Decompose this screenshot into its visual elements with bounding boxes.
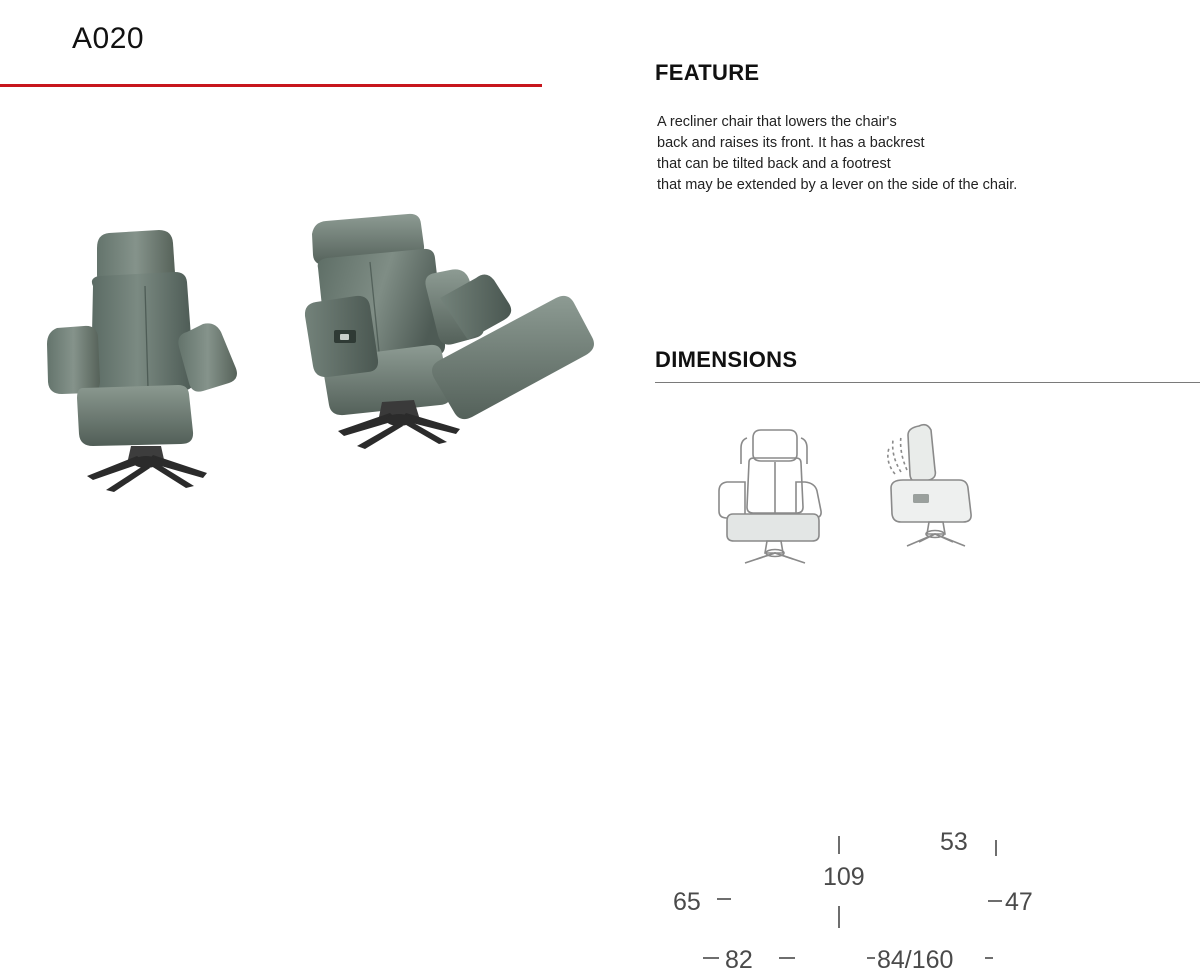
title-divider xyxy=(0,84,542,87)
dim-total-height: 109 xyxy=(823,863,865,891)
tick-total-top xyxy=(838,836,840,854)
spec-panel xyxy=(655,0,1200,974)
dimension-diagrams xyxy=(655,408,1200,974)
tick-depth-left xyxy=(867,957,875,959)
chair-reclined-image xyxy=(290,190,600,490)
tick-seat-height xyxy=(717,898,731,900)
feature-line-1: A recliner chair that lowers the chair's xyxy=(657,114,897,130)
feature-heading: FEATURE xyxy=(655,60,760,85)
tick-depth-right xyxy=(985,957,993,959)
tick-depth xyxy=(988,900,1002,902)
feature-line-3: that can be tilted back and a footrest xyxy=(657,156,891,172)
dimensions-heading: DIMENSIONS xyxy=(655,347,798,372)
tick-total-bottom xyxy=(838,906,840,928)
tick-width-left xyxy=(703,957,719,959)
chair-front-image xyxy=(35,200,280,490)
product-code: A020 xyxy=(72,22,145,55)
tick-width-right xyxy=(779,957,795,959)
feature-line-4: that may be extended by a lever on the side of the chair. xyxy=(657,177,1018,193)
product-images xyxy=(0,190,620,510)
dim-seat-height: 65 xyxy=(673,888,701,916)
dimensions-divider xyxy=(655,382,1200,383)
tick-back-height xyxy=(995,840,997,856)
feature-line-2: back and raises its front. It has a backrest xyxy=(657,135,925,151)
dim-depth-range: 84/160 xyxy=(877,946,954,974)
dim-back-height: 53 xyxy=(940,828,968,856)
feature-description xyxy=(657,112,1177,196)
dim-side-drawing xyxy=(873,416,1053,579)
dim-front-drawing xyxy=(705,418,875,578)
dim-depth: 47 xyxy=(1005,888,1033,916)
dim-width: 82 xyxy=(725,946,753,974)
